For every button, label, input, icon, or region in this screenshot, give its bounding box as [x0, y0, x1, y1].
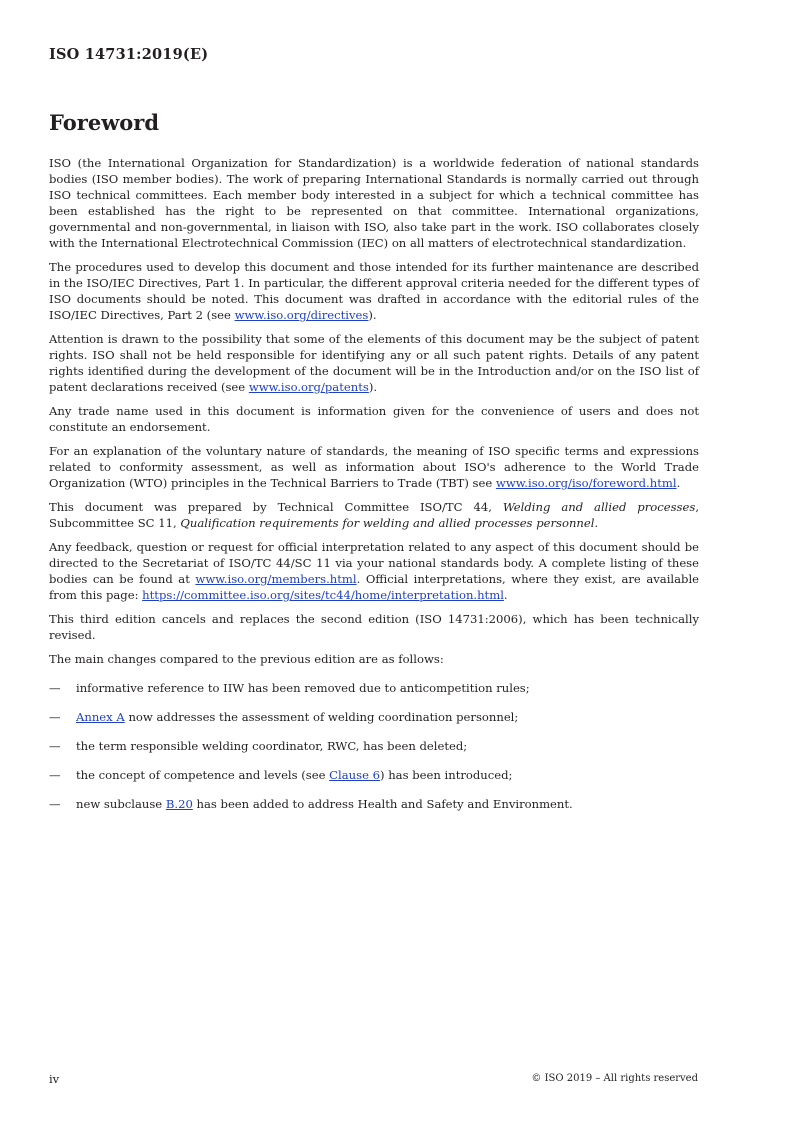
paragraph-text: . [503, 588, 508, 602]
link-interpretation[interactable]: https://committee.iso.org/sites/tc44/home/interpretation.html [142, 588, 504, 602]
page-number: iv [49, 1072, 60, 1086]
paragraph-text: ). [368, 308, 377, 322]
list-item-text: the term responsible welding coordinator, RWC, has been deleted; [76, 739, 468, 753]
dash-bullet: — [49, 710, 61, 724]
paragraph-feedback [49, 539, 699, 603]
list-item [49, 738, 699, 754]
paragraph-text: Any feedback, question or request for official interpretation related to any aspect of this document should be directed to the Secretariat of ISO/TC 44/SC 11 via your national standards body. A complete listing of these bodies can be found at [49, 540, 699, 586]
paragraph-text: , Subcommittee SC 11, [49, 500, 699, 530]
paragraph-text: . [676, 476, 681, 490]
dash-bullet: — [49, 797, 61, 811]
link-clause-6[interactable]: Clause 6 [329, 768, 380, 782]
link-foreword[interactable]: www.iso.org/iso/foreword.html [495, 476, 677, 490]
paragraph-trade-name: Any trade name used in this document is information given for the convenience of users and does not constitute an endorsement. [49, 404, 699, 434]
paragraph-edition: This third edition cancels and replaces the second edition (ISO 14731:2006), which has been technically revised. [49, 612, 699, 642]
subcommittee-title: Qualification requirements for welding and allied processes personnel. [180, 516, 599, 530]
paragraph-iso-intro: ISO (the International Organization for Standardization) is a worldwide federation of national standards bodies (ISO member bodies). The work of preparing International Standards is normally carried out through ISO technical committees. Each member body interested in a subject for which a technical committee has been established has the right to be represented on that committee. International organizations, governmental and non-governmental, in liaison with ISO, also take part in the work. ISO collaborates closely with the International Electrotechnical Commission (IEC) on all matters of electrotechnical standardization. [49, 156, 699, 250]
changes-list [49, 680, 699, 812]
list-item-text: the concept of competence and levels (see [76, 768, 330, 782]
list-item-text: informative reference to IIW has been removed due to anticompetition rules; [76, 681, 530, 695]
link-b20[interactable]: B.20 [165, 797, 193, 811]
page-title: Foreword [49, 110, 160, 135]
paragraph-text: For an explanation of the voluntary nature of standards, the meaning of ISO specific terms and expressions related to conformity assessment, as well as information about ISO's adherence to the World Trade Organization (WTO) principles in the Technical Barriers to Trade (TBT) see [49, 444, 699, 490]
paragraph-text: The procedures used to develop this document and those intended for its further maintenance are described in the ISO/IEC Directives, Part 1. In particular, the different approval criteria needed for the different types of ISO documents should be noted. This document was drafted in accordance with the editorial rules of the ISO/IEC Directives, Part 2 (see [49, 260, 699, 322]
paragraph-procedures [49, 259, 699, 323]
list-item [49, 796, 699, 812]
list-item [49, 680, 699, 696]
dash-bullet: — [49, 739, 61, 753]
list-item [49, 709, 699, 725]
paragraph-text: This document was prepared by Technical Committee ISO/TC 44, [49, 500, 503, 514]
committee-title: Welding and allied processes [502, 500, 696, 514]
link-patents[interactable]: www.iso.org/patents [248, 380, 369, 394]
dash-bullet: — [49, 768, 61, 782]
foreword-body [49, 155, 699, 825]
list-item-text: ) has been introduced; [380, 768, 513, 782]
link-annex-a[interactable]: Annex A [76, 710, 125, 724]
paragraph-text: . Official interpretations, where they exist, are available from this page: [49, 572, 700, 602]
link-members[interactable]: www.iso.org/members.html [195, 572, 357, 586]
dash-bullet: — [49, 681, 61, 695]
list-item-text: new subclause [76, 797, 166, 811]
document-id: ISO 14731:2019(E) [49, 46, 209, 63]
paragraph-changes-intro: The main changes compared to the previous edition are as follows: [49, 652, 444, 666]
paragraph-text: ). [368, 380, 378, 394]
list-item-text: has been added to address Health and Safety and Environment. [192, 797, 573, 811]
list-item-text: now addresses the assessment of welding coordination personnel; [124, 710, 519, 724]
paragraph-patents [49, 331, 699, 395]
list-item [49, 767, 699, 783]
copyright-notice: © ISO 2019 – All rights reserved [531, 1073, 698, 1084]
paragraph-voluntary-nature [49, 443, 699, 491]
paragraph-committee [49, 499, 699, 531]
link-directives[interactable]: www.iso.org/directives [234, 308, 369, 322]
paragraph-text: Attention is drawn to the possibility that some of the elements of this document may be the subject of patent rights. ISO shall not be held responsible for identifying any or all such patent rights. Details of any patent rights identified during the development of the document will be in the Introduction and/or on the ISO list of patent declarations received (see [49, 332, 699, 394]
